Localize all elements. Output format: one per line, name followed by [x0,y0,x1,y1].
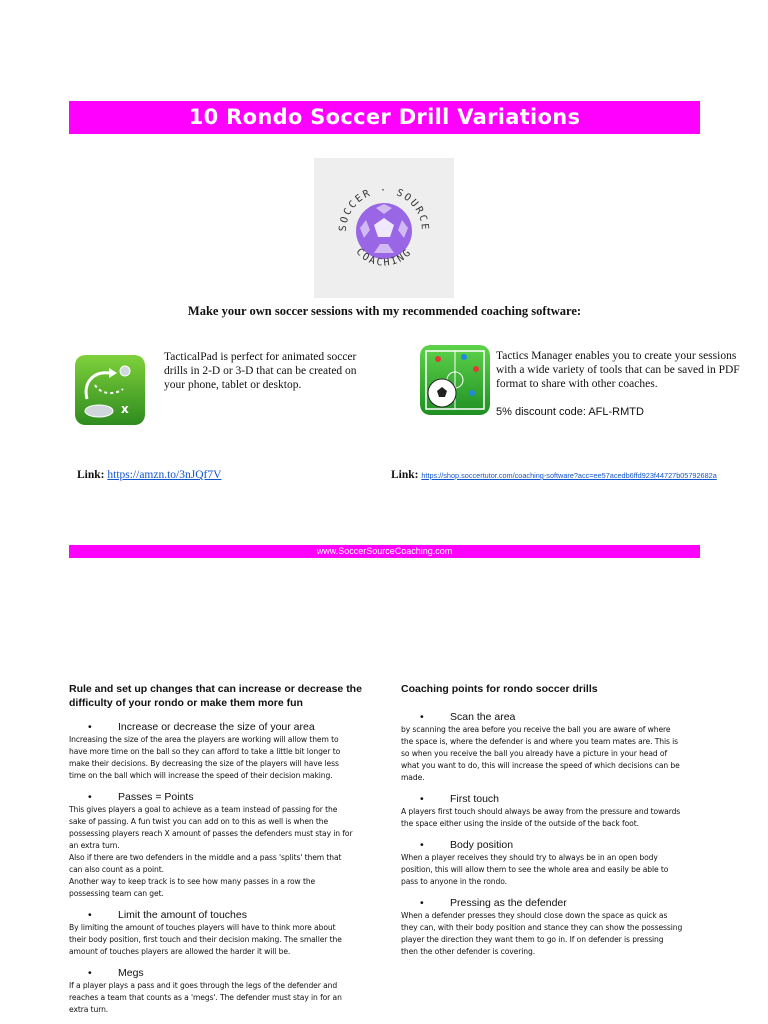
left-column-heading: Rule and set up changes that can increase or decrease the difficulty of your rondo or make them more fun [69,683,362,709]
list-item-title: • Pressing as the defender [401,896,711,910]
logo-top-text: SOCCER · SOURCE [337,185,431,232]
bullet-icon: • [420,897,424,909]
tacticalpad-link[interactable]: https://amzn.to/3nJQf7V [107,469,222,481]
list-item-body: This gives players a goal to achieve as a team instead of passing for the sake of passing. A fun twist you can add on to this as well is when the possessing players reach X amount of passes the defenders must stay in for an extra turn. Also if there are two defenders in the middle and a pass 'splits' them that can also count as a point. Another way to keep track is to see how many passes in a row the possessing team can get. [69,805,353,898]
page-title: 10 Rondo Soccer Drill Variations [188,105,581,129]
discount-code: 5% discount code: AFL-RMTD [496,406,644,418]
link-label: Link: [391,469,419,481]
list-item-body: When a defender presses they should close down the space as quick as they can, with their body position and stance they can show the possessing player the direction they want them to go in. If on defender is pressing then the other defender is covering. [401,911,683,956]
list-item-title: • First touch [401,792,711,806]
list-item-title: • Scan the area [401,710,711,724]
tactics-manager-link-row [391,469,763,481]
logo-bottom-text: COACHING [353,246,415,269]
website-banner [69,545,700,558]
bullet-icon: • [88,791,92,803]
soccer-source-logo [314,158,454,298]
list-item-title: • Body position [401,838,711,852]
bullet-icon: • [420,793,424,805]
list-item-body: by scanning the area before you receive the ball you are aware of where the space is, where the defender is and where you team mates are. This is so when you receive the ball you already have a picture in your head of what you want to do, this will increase the speed of which decisions can be made. [401,725,680,782]
list-item-body: By limiting the amount of touches players will have to think more about their body position, first touch and their decision making. The smaller the amount of touches players are allowed the harder it will be. [69,923,342,956]
bullet-icon: • [420,839,424,851]
list-item-body: Increasing the size of the area the players are working will allow them to have more time on the ball so they can afford to take a little bit longer to make their decisions. By decreasing the size of the players will have less time on the ball which will increase the speed of their decision making. [69,735,341,780]
tactics-manager-link[interactable]: https://shop.soccertutor.com/coaching-software?acc=ee57acedb6ffd923f44727b05792682a [421,471,717,480]
tacticalpad-link-row [77,469,221,481]
tactics-manager-app-icon[interactable] [420,345,490,415]
list-item-title: • Increase or decrease the size of your area [69,720,369,734]
bullet-icon: • [88,721,92,733]
list-item-title: • Passes = Points [69,790,369,804]
list-item-title: • Megs [69,966,369,980]
bullet-icon: • [88,909,92,921]
website-url[interactable]: www.SoccerSourceCoaching.com [316,546,453,556]
svg-text:x: x [121,402,129,416]
software-intro: Make your own soccer sessions with my recommended coaching software: [187,304,582,318]
bullet-icon: • [420,711,424,723]
list-item-body: If a player plays a pass and it goes through the legs of the defender and reaches a team that counts as a 'megs'. The defender must stay in for an extra turn. [69,981,342,1014]
tacticalpad-description: TacticalPad is perfect for animated soccer drills in 2-D or 3-D that can be created on your phone, tablet or desktop. [164,351,357,391]
soccer-ball-logo-icon [314,158,454,298]
left-column [69,682,369,1016]
right-column [401,682,711,958]
list-item-body: When a player receives they should try to always be in an open body position, this will allow them to see the whole area and easily be able to pass to anyone in the rondo. [401,853,669,886]
list-item-body: A players first touch should always be away from the pressure and towards the space either using the inside of the outside of the back foot. [401,807,681,828]
bullet-icon: • [88,967,92,979]
page-title-banner [69,101,700,134]
tacticalpad-app-icon[interactable] [75,355,145,425]
right-column-heading: Coaching points for rondo soccer drills [401,683,598,695]
link-label: Link: [77,469,105,481]
tactics-manager-description: Tactics Manager enables you to create your sessions with a wide variety of tools that can be saved in PDF format to share with other coaches. [496,350,740,390]
list-item-title: • Limit the amount of touches [69,908,369,922]
